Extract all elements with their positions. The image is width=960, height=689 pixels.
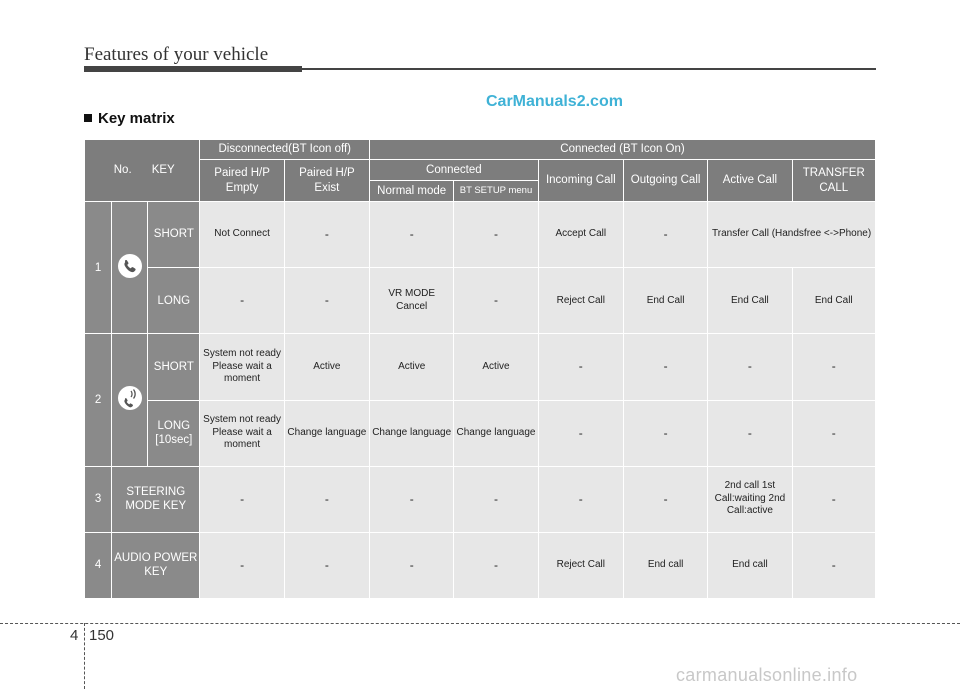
row3-paired-empty: - <box>200 466 284 532</box>
section-title <box>84 110 175 127</box>
header-paired-exist: Paired H/P Exist <box>284 160 369 202</box>
square-bullet-icon <box>84 114 92 122</box>
row4-paired-empty: - <box>200 532 284 598</box>
voice-recognition-icon <box>117 385 143 411</box>
row4-bt-setup: - <box>454 532 538 598</box>
row4-transfer: - <box>792 532 875 598</box>
row2-long-active: - <box>708 400 792 466</box>
header-normal-mode: Normal mode <box>370 181 454 202</box>
row3-incoming: - <box>538 466 623 532</box>
row3-outgoing: - <box>623 466 707 532</box>
row2-long-incoming: - <box>538 400 623 466</box>
header-bt-setup-menu: BT SETUP menu <box>454 181 538 202</box>
header-rule-accent <box>84 66 302 72</box>
watermark-top[interactable]: CarManuals2.com <box>486 93 623 110</box>
row1-no: 1 <box>85 202 112 334</box>
row1-short-outgoing: - <box>623 202 707 268</box>
row1-short-active-transfer: Transfer Call (Handsfree <->Phone) <box>708 202 876 268</box>
row4-key-label: AUDIO POWER KEY <box>112 532 200 598</box>
row2-long-paired-exist: Change language <box>284 400 369 466</box>
row2-short-label: SHORT <box>148 334 200 400</box>
row1-long-active: End Call <box>708 268 792 334</box>
row1-long-paired-exist: - <box>284 268 369 334</box>
row2-long-normal-mode: Change language <box>370 400 454 466</box>
header-connected: Connected <box>370 160 539 181</box>
row3-bt-setup: - <box>454 466 538 532</box>
row1-short-incoming: Accept Call <box>538 202 623 268</box>
row3-no: 3 <box>85 466 112 532</box>
row2-short-paired-empty: System not ready Please wait a moment <box>200 334 284 400</box>
phone-icon <box>117 253 143 279</box>
row3-key-label: STEERING MODE KEY <box>112 466 200 532</box>
row2-short-paired-exist: Active <box>284 334 369 400</box>
row4-incoming: Reject Call <box>538 532 623 598</box>
row3-paired-exist: - <box>284 466 369 532</box>
row3-active: 2nd call 1st Call:waiting 2nd Call:active <box>708 466 792 532</box>
row1-long-transfer: End Call <box>792 268 875 334</box>
page-number: 150 <box>89 627 115 644</box>
chapter-number: 4 <box>70 627 79 644</box>
header-transfer-call: TRANSFER CALL <box>792 160 875 202</box>
header-connected-group: Connected (BT Icon On) <box>370 140 876 160</box>
row1-short-paired-exist: - <box>284 202 369 268</box>
row2-short-transfer: - <box>792 334 875 400</box>
watermark-bottom[interactable]: carmanualsonline.info <box>676 665 858 685</box>
header-incoming-call: Incoming Call <box>538 160 623 202</box>
row2-long-transfer: - <box>792 400 875 466</box>
row1-short-paired-empty: Not Connect <box>200 202 284 268</box>
row2-short-active: - <box>708 334 792 400</box>
key-matrix-table <box>84 139 876 599</box>
section-title-text: Key matrix <box>98 110 175 127</box>
row4-paired-exist: - <box>284 532 369 598</box>
header-active-call: Active Call <box>708 160 792 202</box>
row1-short-bt-setup: - <box>454 202 538 268</box>
header-paired-empty: Paired H/P Empty <box>200 160 284 202</box>
row4-outgoing: End call <box>623 532 707 598</box>
row4-no: 4 <box>85 532 112 598</box>
row1-long-label: LONG <box>148 268 200 334</box>
row1-short-normal-mode: - <box>370 202 454 268</box>
page-header-title: Features of your vehicle <box>84 44 269 65</box>
row3-transfer: - <box>792 466 875 532</box>
row1-long-outgoing: End Call <box>623 268 707 334</box>
row1-long-incoming: Reject Call <box>538 268 623 334</box>
row2-long-bt-setup: Change language <box>454 400 538 466</box>
row2-short-bt-setup: Active <box>454 334 538 400</box>
row2-short-normal-mode: Active <box>370 334 454 400</box>
header-no: No. <box>113 164 132 177</box>
row2-short-outgoing: - <box>623 334 707 400</box>
row2-icon-cell <box>112 334 148 466</box>
row2-long-label: LONG [10sec] <box>148 400 200 466</box>
row4-active: End call <box>708 532 792 598</box>
header-outgoing-call: Outgoing Call <box>623 160 707 202</box>
footer-divider <box>84 623 85 689</box>
row4-normal-mode: - <box>370 532 454 598</box>
row3-normal-mode: - <box>370 466 454 532</box>
header-disconnected: Disconnected(BT Icon off) <box>200 140 370 160</box>
row1-long-normal-mode: VR MODE Cancel <box>370 268 454 334</box>
footer-rule <box>0 623 960 624</box>
row1-long-bt-setup: - <box>454 268 538 334</box>
header-key: KEY <box>151 164 175 177</box>
row1-short-label: SHORT <box>148 202 200 268</box>
header-key-area <box>85 140 200 202</box>
row1-icon-cell <box>112 202 148 334</box>
row2-short-incoming: - <box>538 334 623 400</box>
row2-no: 2 <box>85 334 112 466</box>
row2-long-paired-empty: System not ready Please wait a moment <box>200 400 284 466</box>
row2-long-outgoing: - <box>623 400 707 466</box>
row1-long-paired-empty: - <box>200 268 284 334</box>
